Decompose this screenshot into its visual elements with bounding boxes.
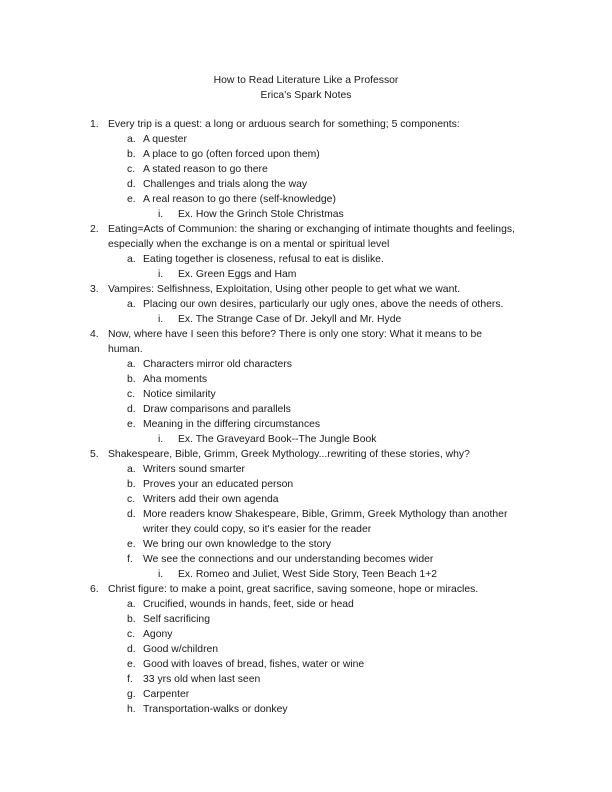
list-text: Eating together is closeness, refusal to eat is dislike. [143,254,384,265]
list-marker: 3. [90,284,99,295]
outline-item-continuation [0,342,612,357]
list-text: Shakespeare, Bible, Grimm, Greek Mythology...rewriting of these stories, why? [108,449,470,460]
document-subtitle: Erica's Spark Notes [260,90,352,101]
list-text: Writers add their own agenda [143,494,279,505]
list-text: Notice similarity [143,389,216,400]
outline-subitem [0,357,612,372]
outline-subitem [0,597,612,612]
list-marker: a. [127,599,136,610]
list-marker: a. [127,254,136,265]
outline-subitem [0,687,612,702]
list-text: Vampires: Selfishness, Exploitation, Using other people to get what we want. [108,284,461,295]
list-marker: h. [127,704,136,715]
list-text: writer they could copy, so it's easier for the reader [143,524,372,535]
list-text: Characters mirror old characters [143,359,292,370]
outline-item [0,117,612,132]
list-text: Eating=Acts of Communion: the sharing or exchanging of intimate thoughts and feelings, [108,224,515,235]
list-text: Every trip is a quest: a long or arduous search for something; 5 components: [108,119,460,130]
list-text: A stated reason to go there [143,164,268,175]
list-text: Proves your an educated person [143,479,294,490]
list-marker: d. [127,644,136,655]
outline-example [0,432,612,447]
outline-subitem [0,537,612,552]
outline-list [0,117,612,717]
outline-subitem [0,552,612,567]
list-marker: c. [127,389,136,400]
list-text: Aha moments [143,374,208,385]
outline-example [0,312,612,327]
list-text: Placing our own desires, particularly our ugly ones, above the needs of others. [143,299,504,310]
list-text: Now, where have I seen this before? There is only one story: What it means to be [108,329,483,340]
list-marker: b. [127,614,136,625]
outline-subitem [0,372,612,387]
list-marker: e. [127,659,136,670]
list-text: More readers know Shakespeare, Bible, Grimm, Greek Mythology than another [143,509,508,520]
list-text: Ex. The Graveyard Book--The Jungle Book [178,434,377,445]
list-marker: a. [127,299,136,310]
list-text: We see the connections and our understanding becomes wider [143,554,434,565]
list-marker: b. [127,374,136,385]
list-marker: 5. [90,449,99,460]
list-marker: i. [158,434,164,445]
list-text: Carpenter [143,689,190,700]
list-marker: i. [158,569,164,580]
list-marker: c. [127,629,136,640]
list-marker: 6. [90,584,99,595]
outline-subitem [0,192,612,207]
outline-subitem [0,702,612,717]
outline-subitem [0,477,612,492]
outline-subitem [0,297,612,312]
outline-item-continuation [0,237,612,252]
outline-subitem [0,642,612,657]
list-marker: i. [158,209,164,220]
list-text: 33 yrs old when last seen [143,674,261,685]
list-text: especially when the exchange is on a mental or spiritual level [108,239,390,250]
outline-subitem [0,177,612,192]
list-marker: a. [127,359,136,370]
list-text: human. [108,344,143,355]
list-marker: c. [127,494,136,505]
outline-example [0,207,612,222]
list-marker: i. [158,314,164,325]
list-text: Transportation-walks or donkey [143,704,288,715]
list-marker: 4. [90,329,99,340]
document-title: How to Read Literature Like a Professor [213,75,399,86]
list-marker: f. [127,674,133,685]
list-text: We bring our own knowledge to the story [143,539,332,550]
outline-item [0,582,612,597]
outline-item [0,327,612,342]
list-text: A place to go (often forced upon them) [143,149,320,160]
outline-subitem [0,417,612,432]
list-text: Good with loaves of bread, fishes, water or wine [143,659,365,670]
outline-example [0,267,612,282]
list-text: Ex. Romeo and Juliet, West Side Story, Teen Beach 1+2 [178,569,438,580]
list-marker: d. [127,179,136,190]
list-text: Ex. How the Grinch Stole Christmas [178,209,344,220]
list-marker: i. [158,269,164,280]
list-marker: c. [127,164,136,175]
list-text: Ex. The Strange Case of Dr. Jekyll and Mr. Hyde [178,314,402,325]
outline-subitem [0,387,612,402]
list-text: Ex. Green Eggs and Ham [178,269,297,280]
list-text: Agony [143,629,173,640]
outline-subitem [0,402,612,417]
list-text: Self sacrificing [143,614,210,625]
outline-subitem [0,132,612,147]
outline-item [0,222,612,237]
outline-subitem [0,612,612,627]
outline-subitem [0,462,612,477]
outline-subitem [0,627,612,642]
list-marker: d. [127,509,136,520]
outline-subitem [0,507,612,522]
list-text: Christ figure: to make a point, great sacrifice, saving someone, hope or miracles. [108,584,479,595]
list-text: Writers sound smarter [143,464,246,475]
outline-subitem-continuation [0,522,612,537]
list-marker: 2. [90,224,99,235]
list-text: Challenges and trials along the way [143,179,308,190]
outline-subitem [0,147,612,162]
outline-subitem [0,657,612,672]
list-marker: d. [127,404,136,415]
list-marker: e. [127,539,136,550]
list-marker: e. [127,419,136,430]
list-marker: a. [127,464,136,475]
list-marker: b. [127,479,136,490]
list-text: A quester [143,134,187,145]
list-marker: a. [127,134,136,145]
outline-subitem [0,252,612,267]
list-text: Draw comparisons and parallels [143,404,291,415]
list-text: Crucified, wounds in hands, feet, side or head [143,599,354,610]
list-marker: b. [127,149,136,160]
list-marker: 1. [90,119,99,130]
list-text: Good w/children [143,644,219,655]
outline-example [0,567,612,582]
outline-subitem [0,492,612,507]
list-text: Meaning in the differing circumstances [143,419,321,430]
list-marker: g. [127,689,136,700]
list-marker: f. [127,554,133,565]
outline-subitem [0,672,612,687]
outline-item [0,282,612,297]
list-marker: e. [127,194,136,205]
list-text: A real reason to go there (self-knowledge) [143,194,336,205]
outline-subitem [0,162,612,177]
outline-item [0,447,612,462]
